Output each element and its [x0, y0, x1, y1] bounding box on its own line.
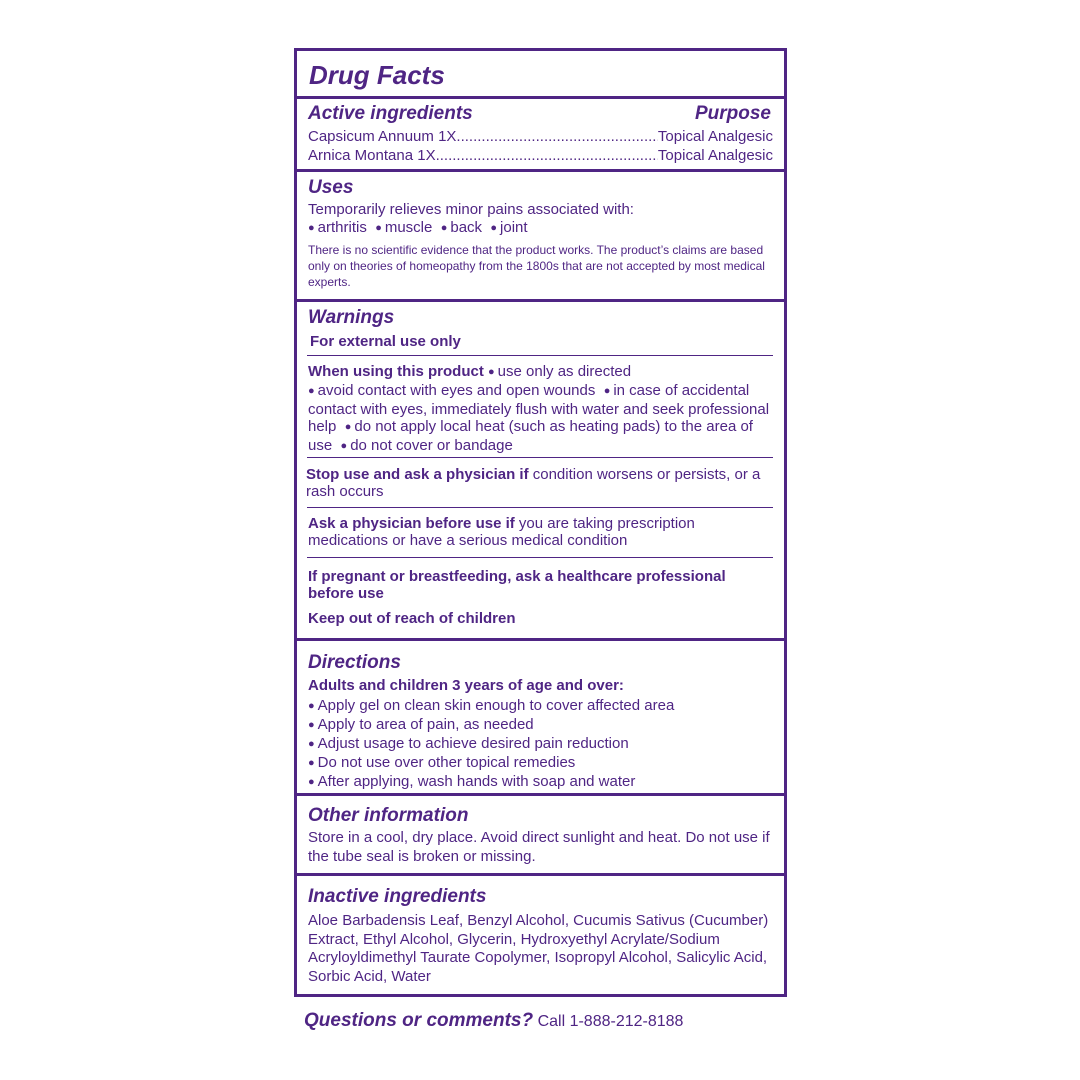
- thin-divider: [307, 355, 773, 356]
- direction-item: ● Apply to area of pain, as needed: [308, 716, 773, 735]
- phone-number[interactable]: Call 1-888-212-8188: [537, 1013, 684, 1030]
- uses-intro: Temporarily relieves minor pains associated with:: [308, 201, 634, 218]
- ask-physician-label: Ask a physician before use if: [308, 515, 515, 532]
- direction-item: ● Adjust usage to achieve desired pain reduction: [308, 735, 773, 754]
- drug-facts-panel: [294, 48, 787, 997]
- direction-item: ● Apply gel on clean skin enough to cover affected area: [308, 697, 773, 716]
- other-info-heading: Other information: [308, 805, 469, 826]
- page-title: Drug Facts: [309, 60, 445, 90]
- directions-subheading: Adults and children 3 years of age and over:: [308, 677, 624, 694]
- divider: [297, 873, 784, 876]
- when-using-label: When using this product: [308, 363, 484, 380]
- directions-list: [308, 697, 773, 792]
- ingredient-purpose: Topical Analgesic: [657, 128, 773, 145]
- ingredient-purpose: Topical Analgesic: [657, 147, 773, 164]
- uses-bullet: ● joint: [490, 219, 527, 236]
- active-ingredients-heading: Active ingredients: [308, 103, 473, 124]
- uses-heading: Uses: [308, 177, 354, 198]
- thin-divider: [307, 507, 773, 508]
- warning-item: ● avoid contact with eyes and open wounds: [308, 382, 595, 399]
- divider: [297, 638, 784, 641]
- other-info-text: Store in a cool, dry place. Avoid direct sunlight and heat. Do not use if the tube seal is broken or missing.: [308, 829, 770, 865]
- inactive-ingredients-heading: Inactive ingredients: [308, 886, 487, 907]
- external-use-note: For external use only: [310, 333, 461, 350]
- ingredient-row: [308, 128, 773, 145]
- questions-footer: [304, 1010, 683, 1033]
- divider: [297, 169, 784, 172]
- ingredient-row: [308, 147, 773, 164]
- uses-bullets: [308, 219, 773, 238]
- direction-item: ● After applying, wash hands with soap and water: [308, 773, 773, 792]
- purpose-heading: Purpose: [694, 103, 771, 124]
- warning-item: ● in case of accidental contact with eyes, immediately flush with water and seek professional help: [308, 382, 769, 435]
- ask-physician-text: you are taking prescription medications or have a serious medical condition: [308, 515, 695, 549]
- stop-use-label: Stop use and ask a physician if: [306, 466, 529, 483]
- keep-out-of-reach: Keep out of reach of children: [308, 610, 516, 627]
- uses-bullet: ● muscle: [375, 219, 432, 236]
- stop-use-text: condition worsens or persists, or a rash occurs: [306, 466, 761, 500]
- uses-bullet: ● arthritis: [308, 219, 367, 236]
- ingredient-name: Arnica Montana 1X: [308, 147, 436, 164]
- warnings-heading: Warnings: [308, 307, 395, 328]
- direction-item: ● Do not use over other topical remedies: [308, 754, 773, 773]
- warning-item: ● do not apply local heat (such as heating pads) to the area of use: [308, 418, 753, 454]
- thin-divider: [307, 557, 773, 558]
- divider: [297, 96, 784, 99]
- when-using-block: [308, 363, 773, 456]
- warning-item: ● use only as directed: [488, 363, 631, 380]
- ask-physician-block: [308, 515, 773, 549]
- stop-use-block: [306, 466, 773, 500]
- inactive-ingredients-text: Aloe Barbadensis Leaf, Benzyl Alcohol, Cucumis Sativus (Cucumber) Extract, Ethyl Alcohol, Glycerin, Hydroxyethyl Acrylate/Sodium Acryloyldimethyl Taurate Copolymer, Isopropyl Alcohol, Salicylic Acid, Sorbic Acid, Water: [308, 912, 769, 985]
- uses-bullet: ● back: [441, 219, 482, 236]
- questions-label: Questions or comments?: [304, 1010, 534, 1031]
- leader-dots: [456, 128, 658, 145]
- thin-divider: [307, 457, 773, 458]
- pregnant-warning: If pregnant or breastfeeding, ask a healthcare professional before use: [308, 568, 726, 602]
- divider: [297, 299, 784, 302]
- ingredient-name: Capsicum Annuum 1X: [308, 128, 457, 145]
- directions-heading: Directions: [308, 652, 401, 673]
- warning-item: ● do not cover or bandage: [341, 437, 513, 454]
- uses-disclaimer: There is no scientific evidence that the product works. The product’s claims are based only on theories of homeopathy from the 1800s that are not accepted by most medical experts.: [308, 243, 765, 289]
- divider: [297, 793, 784, 796]
- leader-dots: [436, 147, 658, 164]
